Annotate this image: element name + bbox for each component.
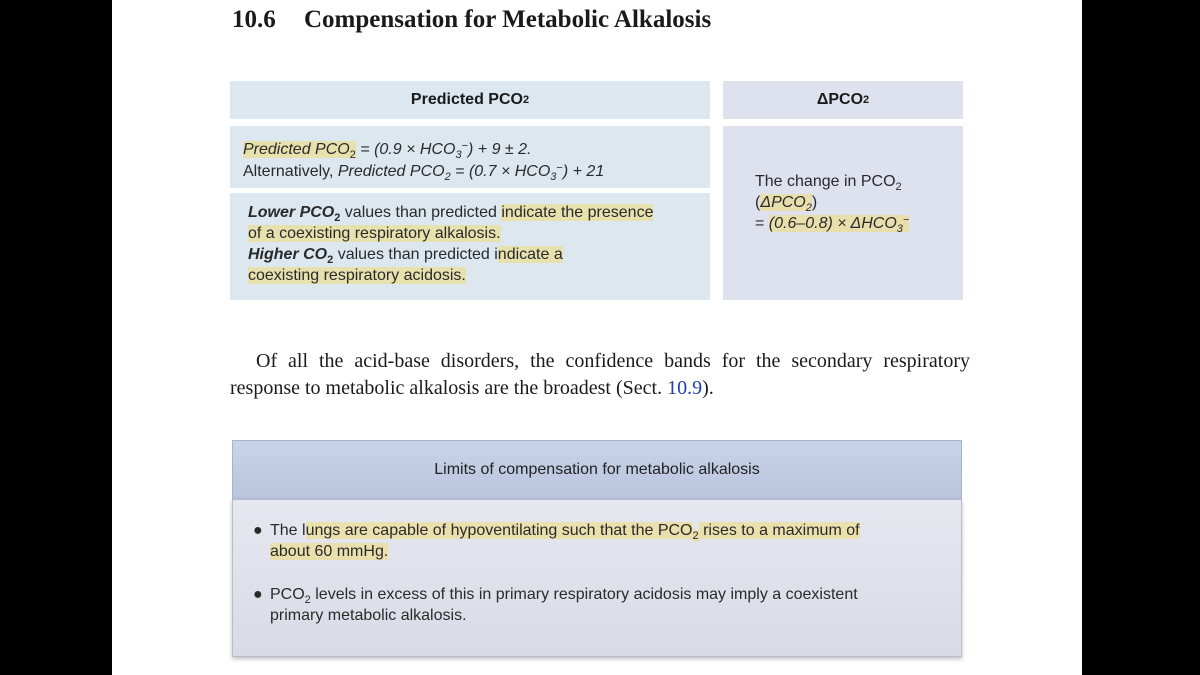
delta-pco2-cell bbox=[723, 126, 963, 300]
notes-higher-rest-b: ndicate a bbox=[497, 246, 563, 263]
formula-2-expr: = (0.7 × HCO bbox=[450, 163, 551, 180]
delta-l3-eq: = bbox=[755, 215, 769, 232]
formula-cell bbox=[230, 126, 710, 188]
bullet-1-b: ungs are capable of hypoventilating such that the PCO bbox=[305, 522, 693, 539]
limits-box-body bbox=[232, 499, 962, 657]
notes-line-3 bbox=[248, 244, 563, 265]
formula-2-alt: Alternatively, bbox=[243, 163, 338, 180]
formula-2-sub2: 3 bbox=[550, 171, 557, 183]
delta-l3-sup: − bbox=[902, 214, 910, 226]
formula-1-sub2: 3 bbox=[455, 149, 462, 161]
bullet-2-line-1 bbox=[270, 584, 858, 605]
limits-bullet-2 bbox=[253, 584, 858, 626]
notes-cell bbox=[230, 193, 710, 300]
book-page bbox=[112, 0, 1082, 675]
formula-1-expr: = (0.9 × HCO bbox=[355, 141, 456, 158]
section-link[interactable]: 10.9 bbox=[667, 377, 703, 399]
header-left-text: Predicted PCO bbox=[410, 91, 523, 108]
formula-line-2 bbox=[243, 161, 604, 182]
notes-higher-line2: coexisting respiratory acidosis. bbox=[248, 267, 466, 284]
table-header-predicted-pco2: Predicted PCO 2 bbox=[230, 81, 710, 119]
delta-l2-text: ΔPCO bbox=[760, 194, 806, 211]
notes-higher-bold: Higher CO bbox=[248, 246, 328, 263]
bullet-2-sub: 2 bbox=[304, 594, 311, 606]
table-header-delta-pco2: ΔPCO 2 bbox=[723, 81, 963, 119]
notes-line-4 bbox=[248, 265, 466, 286]
bullet-2-a: PCO bbox=[270, 586, 305, 603]
formula-1-tail: ) + 9 ± 2. bbox=[468, 141, 532, 158]
section-title bbox=[232, 6, 711, 34]
notes-lower-rest-a: values than predicted bbox=[340, 204, 502, 221]
paragraph-text-b: ). bbox=[702, 377, 714, 399]
header-right-text: ΔPCO bbox=[816, 91, 864, 108]
formula-line-1 bbox=[243, 139, 531, 160]
bullet-1-c: rises to a maximum of bbox=[698, 522, 860, 539]
bullet-1-sub: 2 bbox=[692, 530, 699, 542]
delta-l3-sub: 3 bbox=[896, 223, 903, 235]
bullet-1-line2-text: about 60 mmHg. bbox=[270, 543, 389, 560]
bullet-2-b: levels in excess of this in primary respiratory acidosis may imply a coexistent bbox=[310, 586, 858, 603]
limits-bullet-1 bbox=[253, 520, 860, 562]
notes-lower-line2: of a coexisting respiratory alkalosis. bbox=[248, 225, 501, 242]
notes-line-2 bbox=[248, 223, 501, 244]
formula-2-sub: 2 bbox=[444, 171, 451, 183]
delta-line-3 bbox=[755, 213, 909, 234]
formula-1-label: Predicted PCO bbox=[243, 141, 350, 158]
delta-line-1 bbox=[755, 171, 902, 192]
notes-lower-rest-b: indicate the presence bbox=[501, 204, 654, 221]
formula-1-sub: 2 bbox=[349, 149, 356, 161]
notes-lower-bold: Lower PCO bbox=[248, 204, 335, 221]
section-heading: Compensation for Metabolic Alkalosis bbox=[304, 6, 712, 33]
bullet-1-a: The l bbox=[270, 522, 306, 539]
notes-line-1 bbox=[248, 202, 653, 223]
formula-1-sup2: − bbox=[461, 140, 468, 152]
formula-2-tail: ) + 21 bbox=[562, 163, 605, 180]
delta-l2-open: ( bbox=[755, 194, 761, 211]
limits-box-header bbox=[232, 440, 962, 500]
bullet-1-line-1 bbox=[270, 520, 860, 541]
paragraph-text-a: Of all the acid-base disorders, the confidence bands for the secondary respiratory response to metabolic alkalosis are the broadest (Sect. bbox=[230, 350, 970, 399]
delta-l1-sub: 2 bbox=[895, 181, 902, 193]
bullet-dot-icon: ● bbox=[253, 586, 263, 603]
formula-2-label: Predicted PCO bbox=[337, 163, 445, 180]
notes-lower-sub: 2 bbox=[334, 212, 341, 224]
section-number: 10.6 bbox=[232, 6, 276, 33]
bullet-dot-icon: ● bbox=[253, 522, 263, 539]
delta-l2-close: ) bbox=[811, 194, 818, 211]
delta-l1-text: The change in PCO bbox=[755, 173, 896, 190]
notes-higher-sub: 2 bbox=[327, 254, 334, 266]
limits-box-title: Limits of compensation for metabolic alkalosis bbox=[434, 461, 760, 478]
body-paragraph bbox=[230, 348, 970, 402]
delta-line-2 bbox=[755, 192, 817, 213]
formula-2-sup2: − bbox=[556, 162, 563, 174]
bullet-1-line-2 bbox=[270, 541, 860, 562]
delta-l2-sub: 2 bbox=[805, 202, 812, 214]
delta-l3-text: (0.6–0.8) × ΔHCO bbox=[768, 215, 897, 232]
bullet-2-line-2: primary metabolic alkalosis. bbox=[270, 607, 467, 624]
notes-higher-rest-a: values than predicted i bbox=[333, 246, 498, 263]
